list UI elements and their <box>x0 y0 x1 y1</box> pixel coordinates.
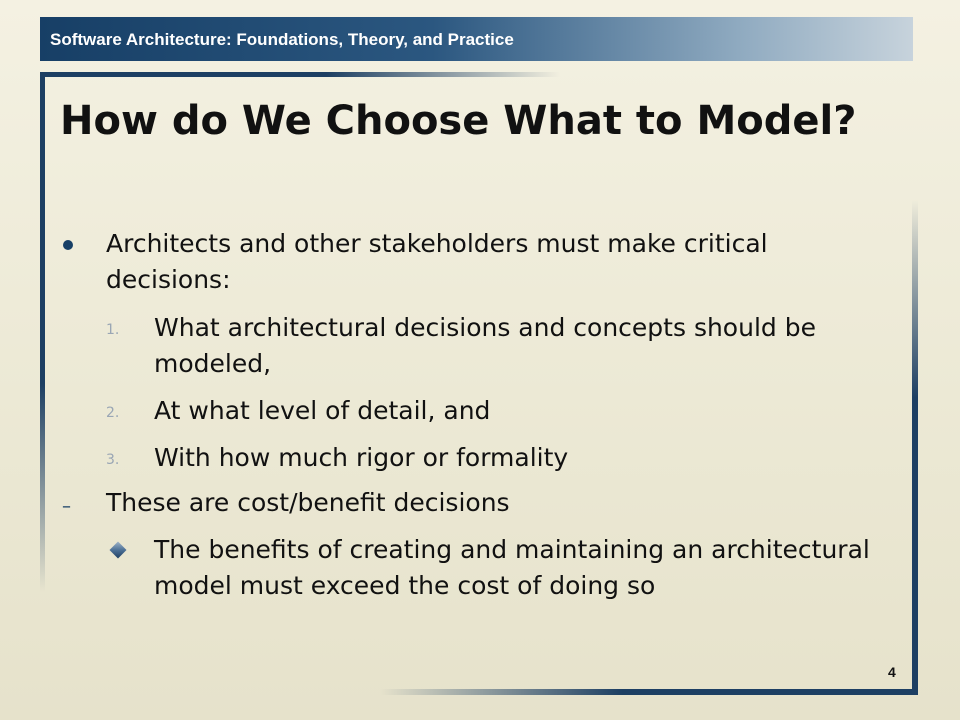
list-number: 3. <box>106 452 120 468</box>
bullet-text: Architects and other stakeholders must make critical decisions: <box>106 229 768 294</box>
detail-text: The benefits of creating and maintaining an architectural model must exceed the cost of doing so <box>154 535 870 600</box>
page-number: 4 <box>888 664 896 680</box>
dash-marker: – <box>62 496 71 517</box>
list-number: 2. <box>106 405 120 421</box>
list-item-text: At what level of detail, and <box>154 396 491 425</box>
course-title: Software Architecture: Foundations, Theory, and Practice <box>50 30 514 49</box>
sub-bullet-text: These are cost/benefit decisions <box>106 488 510 517</box>
bullet-dot-icon <box>63 240 73 250</box>
diamond-bullet-icon <box>110 542 127 559</box>
slide-title: How do We Choose What to Model? <box>60 98 857 144</box>
list-item-text: With how much rigor or formality <box>154 443 569 472</box>
list-item-text: What architectural decisions and concepts should be modeled, <box>154 313 816 378</box>
list-number: 1. <box>106 322 120 338</box>
